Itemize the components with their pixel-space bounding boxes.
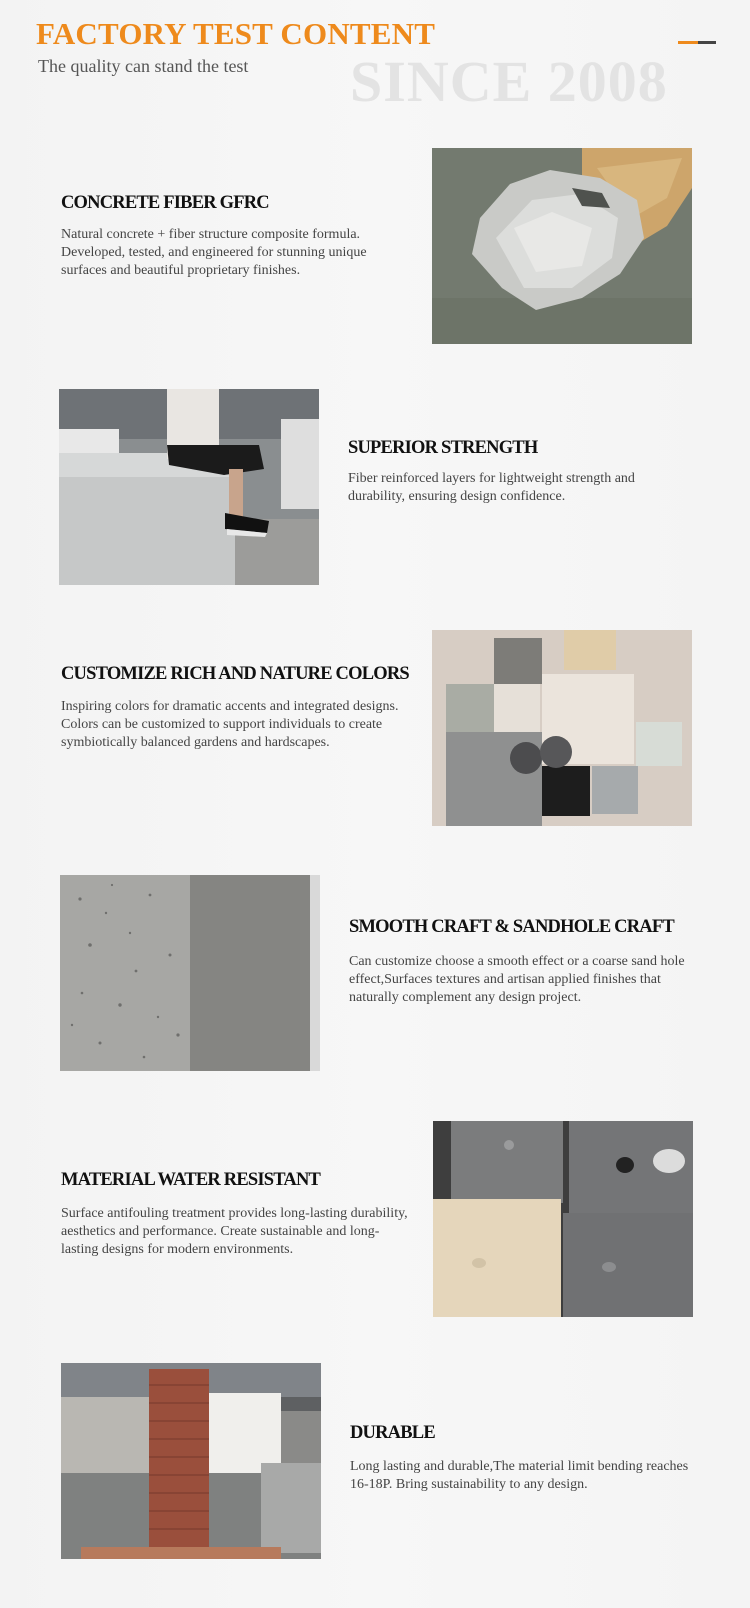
section-title-gfrc: CONCRETE FIBER GFRC bbox=[61, 193, 269, 213]
section-title-durable: DURABLE bbox=[350, 1423, 435, 1443]
section-title-strength: SUPERIOR STRENGTH bbox=[348, 438, 538, 458]
section-desc-strength: Fiber reinforced layers for lightweight strength and durability, ensuring design confidence. bbox=[348, 471, 635, 504]
section-desc-durable: Long lasting and durable,The material limit bending reaches 16-18P. Bring sustainability to any design. bbox=[350, 1459, 689, 1492]
section-desc-gfrc: Natural concrete + fiber structure composite formula. Developed, tested, and engineered for stunning unique surfaces and beautiful proprietary finishes. bbox=[61, 227, 367, 278]
section-title-craft: SMOOTH CRAFT & SANDHOLE CRAFT bbox=[349, 917, 674, 937]
section-title-colors: CUSTOMIZE RICH AND NATURE COLORS bbox=[61, 664, 409, 684]
section-desc-water: Surface antifouling treatment provides long-lasting durability, aesthetics and performance. Create sustainable and long-lasting designs for modern environments. bbox=[61, 1206, 408, 1257]
page-subtitle: The quality can stand the test bbox=[38, 56, 249, 76]
surfaces-photo bbox=[60, 875, 320, 1071]
page-title: FACTORY TEST CONTENT bbox=[36, 16, 436, 51]
fiber-photo bbox=[432, 148, 692, 344]
since-watermark: SINCE 2008 bbox=[350, 49, 668, 114]
section-desc-craft: Can customize choose a smooth effect or a coarse sand hole effect,Surfaces textures and artisan applied finishes that naturally complement any design project. bbox=[349, 954, 685, 1005]
strength-photo bbox=[59, 389, 319, 585]
water-resistant-photo bbox=[433, 1121, 693, 1317]
section-desc-colors: Inspiring colors for dramatic accents and integrated designs. Colors can be customized to support individuals to create symbiotically balanced gardens and hardscapes. bbox=[61, 699, 399, 750]
accent-dash bbox=[678, 41, 698, 44]
section-title-water: MATERIAL WATER RESISTANT bbox=[61, 1170, 321, 1190]
color-samples-photo bbox=[432, 630, 692, 826]
durable-photo bbox=[61, 1363, 321, 1559]
dark-dash bbox=[698, 41, 716, 44]
